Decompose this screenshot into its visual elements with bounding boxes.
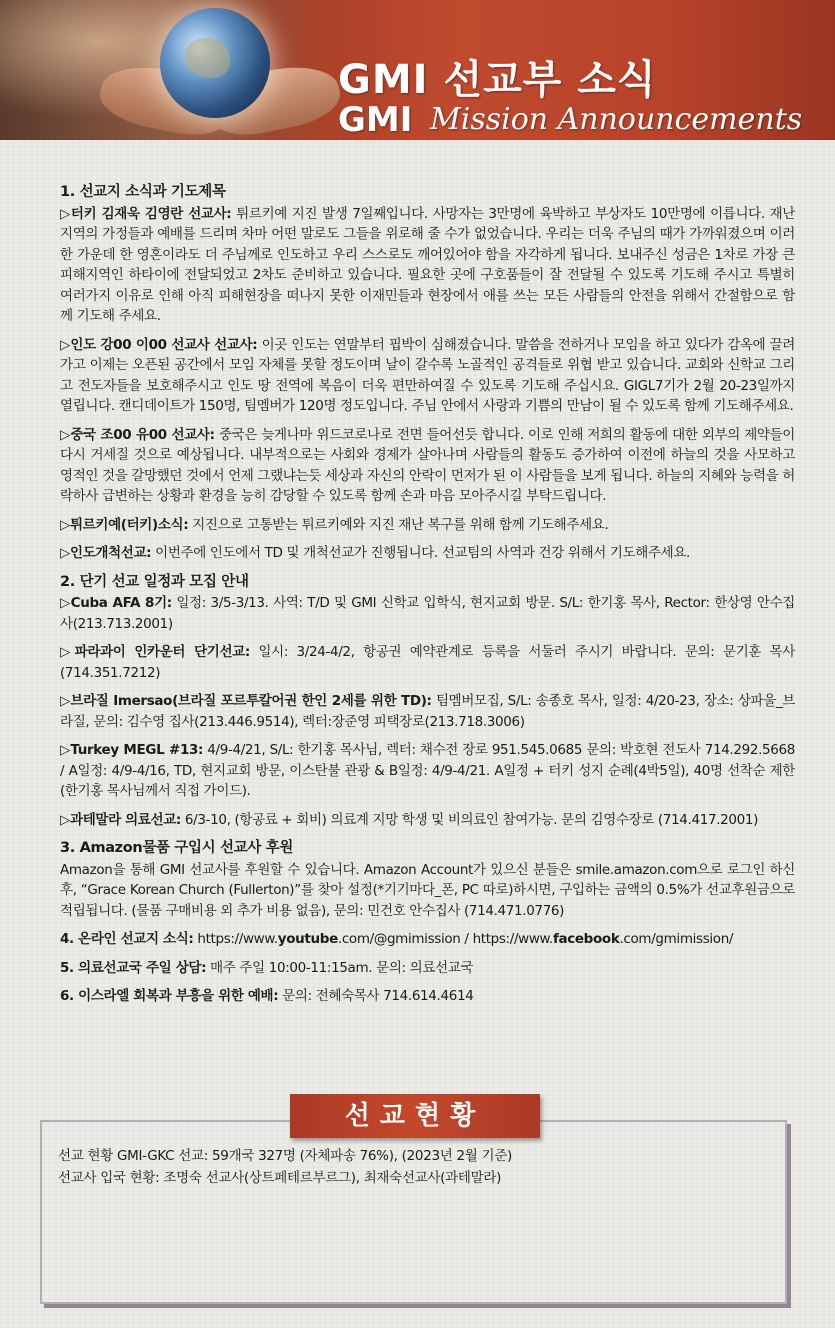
status-line-1: 선교 현황 GMI-GKC 선교: 59개국 327명 (자체파송 76%), (2023년 2월 기준)	[58, 1148, 512, 1164]
section6-text: 문의: 전혜숙목사 714.614.4614	[278, 988, 474, 1004]
section1-item-4	[60, 543, 795, 564]
item-label: ▷튀르키예(터키)소식:	[60, 516, 189, 533]
section6-israel	[60, 986, 795, 1007]
section1-item-1	[60, 335, 795, 417]
globe-hands-image	[0, 0, 330, 140]
section3-text: Amazon을 통해 GMI 선교사를 후원할 수 있습니다. Amazon Account가 있으신 분들은 smile.amazon.com으로 로그인 하신 후, “Grace Korean Church (Fullerton)”를 찾아 설정(*기기마다_폰, PC 따로)하시면, 구입하는 금액의 0.5%가 선교후원금으로 적립됩니다. (물품 구매비용 외 추가 비용 없음), 문의: 민건호 안수집사 (714.471.0776)	[60, 861, 795, 919]
youtube-link[interactable]: https://www.youtube.com/@gmimission /	[193, 931, 473, 947]
item-label: ▷파라과이 인카운터 단기선교:	[60, 644, 250, 660]
item-text: 일시: 3/24-4/2, 항공권 예약관계로 등록을 서둘러 주시기 바랍니다. 문의: 문기훈 목사 (714.351.7212)	[60, 644, 795, 681]
announcements-body	[60, 182, 795, 1015]
header-banner	[0, 0, 835, 140]
mission-status-lines	[58, 1145, 778, 1189]
section4-label: 4. 온라인 선교지 소식:	[60, 931, 194, 947]
section2-item-4	[60, 810, 795, 831]
mission-status-title: 선교현황	[290, 1094, 540, 1138]
item-text: 이곳 인도는 연말부터 핍박이 심해졌습니다. 말씀을 전하거나 모임을 하고 있다가 감옥에 끌려가고 이제는 오픈된 공간에서 모임 자체를 못할 정도이며 날이 갈수록 노골적인 공격들로 위협 받고 있습니다. 교회와 신학교 그리고 전도자들을 보호해주시고 인도 땅 전역에 복음이 더욱 편만하여질 수 있도록 기도해 주십시요. GIGL7기가 2월 20-23일까지 열립니다. 캔디데이트가 150명, 팀멤버가 120명 정도입니다. 주님 안에서 사랑과 기쁨의 만남이 될 수 있도록 함께 기도해주세요.	[60, 336, 795, 414]
item-text: 4/9-4/21, S/L: 한기홍 목사님, 렉터: 채수전 장로 951.545.0685 문의: 박호현 전도사 714.292.5668 / A일정: 4/9-4/16, TD, 현지교회 방문, 이스탄불 관광 & B일정: 4/9-4/21. A일정 + 터키 성지 순례(4박5일), 40명 선착순 제한(한기홍 목사님께서 직접 가이드).	[60, 742, 795, 799]
section5-label: 5. 의료선교국 주일 상담:	[60, 959, 207, 976]
section2-item-2	[60, 691, 795, 732]
section3-title: 3. Amazon물품 구입시 선교사 후원	[60, 840, 293, 856]
item-text: 이번주에 인도에서 TD 및 개척선교가 진행됩니다. 선교팀의 사역과 건강 위해서 기도해주세요.	[151, 545, 690, 561]
facebook-link[interactable]: https://www.facebook.com/gmimission/	[472, 931, 734, 947]
item-label: ▷인도개척선교:	[60, 545, 152, 561]
section2-item-1	[60, 642, 795, 683]
item-text: 튀르키예 지진 발생 7일째입니다. 사망자는 3만명에 육박하고 부상자도 10만명에 이릅니다. 재난 지역의 가정들과 예배를 드리며 차마 어떤 말로도 그들을 위로해 줄 수가 없었습니다. 우리는 더욱 주님의 때가 가까워졌으며 이러한 가운데 한 영혼이라도 더 주님께로 인도하고 우리 스스로도 깨어있어야 함을 자각하게 됩니다. 보내주신 성금은 1차로 가장 큰 피해지역인 하타이에 전달되었고 2차도 준비하고 있습니다. 필요한 곳에 구호품들이 잘 전달될 수 있도록 기도해 주시고 특별히 여러가지 이유로 인해 아직 피해현장을 떠나지 못한 이재민들과 현장에서 애를 쓰는 모든 사람들의 안전을 위해서 간절함으로 함께 기도해 주세요.	[60, 205, 796, 324]
subtitle-prefix: GMI	[338, 100, 413, 140]
page-title: GMI 선교부 소식	[338, 57, 657, 103]
item-label: ▷Cuba AFA 8기:	[60, 595, 172, 611]
section2-item-3	[60, 740, 795, 802]
item-text: 지진으로 고통받는 튀르키예와 지진 재난 복구를 위해 함께 기도해주세요.	[188, 516, 609, 533]
section5-medical	[60, 958, 795, 979]
item-label: ▷인도 강00 이00 선교사 선교사:	[60, 336, 258, 353]
section2-item-0	[60, 593, 795, 634]
section1-title: 1. 선교지 소식과 기도제목	[60, 184, 226, 200]
item-label: ▷중국 조00 유00 선교사:	[60, 426, 215, 443]
globe-icon	[160, 8, 270, 118]
item-text: 6/3-10, (항공료 + 회비) 의료계 지망 학생 및 비의료인 참여가능. 문의 김영수장로 (714.417.2001)	[180, 811, 759, 828]
section4-online-news	[60, 929, 795, 950]
item-label: ▷과테말라 의료선교:	[60, 811, 181, 828]
item-label: ▷브라질 Imersao(브라질 포르투칼어권 한인 2세를 위한 TD):	[60, 693, 432, 709]
item-text: 중국은 늦게나마 위드코로나로 전면 들어선듯 합니다. 이로 인해 저희의 활동에 대한 외부의 제약들이 다시 거세질 것으로 예상됩니다. 내부적으로는 사회와 경제가 살아나며 사람들의 활동도 증가하여 이전에 하늘의 것을 사모하고 영적인 것을 갈망했던 것에서 언제 그랬냐는듯 세상과 자신의 안락이 먼저가 된 이 사람들을 보게 됩니다. 하늘의 지혜와 능력을 허락하사 급변하는 상황과 환경을 능히 감당할 수 있도록 함께 손과 마음 모아주시길 부탁드립니다.	[60, 426, 795, 504]
subtitle-script: Mission Announcements	[430, 102, 803, 137]
section6-label: 6. 이스라엘 회복과 부흥을 위한 예배:	[60, 988, 279, 1004]
item-label: ▷터키 김재욱 김영란 선교사:	[60, 205, 232, 222]
item-label: ▷Turkey MEGL #13:	[60, 742, 204, 758]
section2-title: 2. 단기 선교 일정과 모집 안내	[60, 573, 249, 590]
item-text: 일정: 3/5-3/13. 사역: T/D 및 GMI 신학교 입학식, 현지교회 방문. S/L: 한기홍 목사, Rector: 한상영 안수집사(213.713.2001)	[60, 595, 795, 632]
item-text: 팀멤버모집, S/L: 송종호 목사, 일정: 4/20-23, 장소: 상파울_브라질, 문의: 김수영 집사(213.446.9514), 렉터:장준영 피택장로(213.718.3006)	[60, 693, 796, 730]
section1-item-0	[60, 204, 795, 327]
section1-item-3	[60, 515, 795, 536]
status-line-2: 선교사 입국 현황: 조명숙 선교사(상트페테르부르그), 최재숙선교사(과테말라)	[58, 1170, 502, 1186]
section1-item-2	[60, 425, 795, 507]
section5-text: 매주 주일 10:00-11:15am. 문의: 의료선교국	[206, 959, 474, 976]
